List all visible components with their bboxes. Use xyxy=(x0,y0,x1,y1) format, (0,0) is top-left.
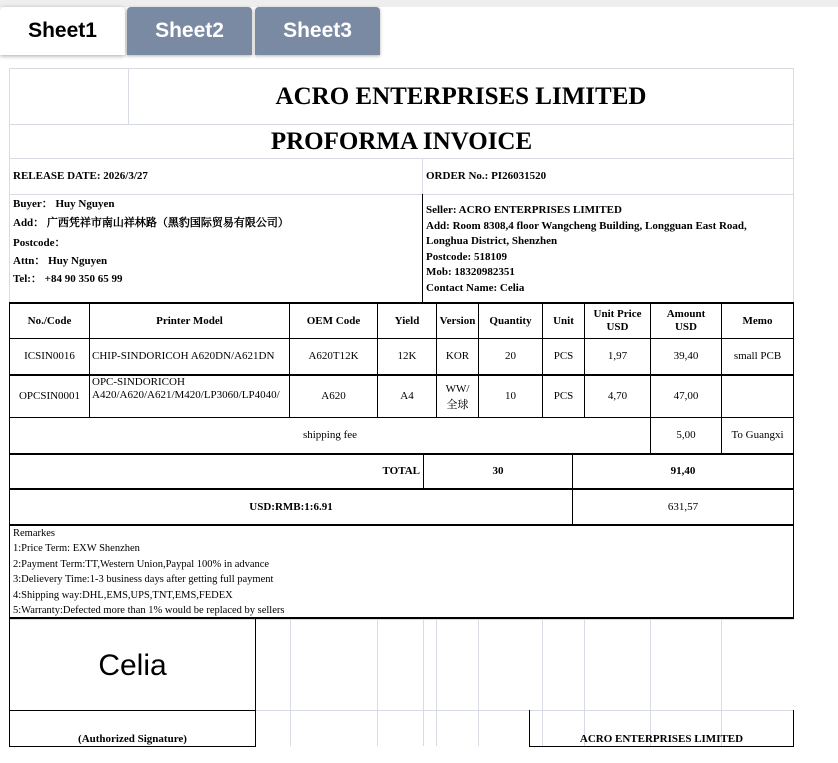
remarks-heading: Remarkes xyxy=(13,528,55,539)
row2-memo[interactable] xyxy=(722,376,793,417)
row2-version-line2: 全球 xyxy=(446,398,469,411)
row1-unit-price[interactable]: 1,97 xyxy=(607,350,628,362)
seller-contact: Contact Name: Celia xyxy=(426,281,525,294)
total-quantity[interactable]: 30 xyxy=(492,465,504,477)
row1-unit[interactable]: PCS xyxy=(553,350,574,362)
row2-unit-price[interactable]: 4,70 xyxy=(607,390,628,402)
row2-version-line1: WW/ xyxy=(445,382,470,395)
buyer-name: Buyer： Huy Nguyen xyxy=(13,198,115,210)
row2-printer-model-line2: A420/A620/A621/M420/LP3060/LP4040/ xyxy=(92,389,280,401)
row2-version[interactable] xyxy=(437,376,478,417)
header-quantity: Quantity xyxy=(489,314,532,327)
tab-sheet3[interactable]: Sheet3 xyxy=(255,7,380,55)
document-title: PROFORMA INVOICE xyxy=(270,128,533,155)
header-amount xyxy=(651,304,721,338)
header-amount-line1: Amount xyxy=(666,308,706,320)
header-unit-price xyxy=(585,304,650,338)
row2-printer-model-line1: OPC-SINDORICOH xyxy=(92,376,185,388)
company-title: ACRO ENTERPRISES LIMITED xyxy=(275,83,647,110)
signature: Celia xyxy=(98,648,167,682)
remark-payment-term: 2:Payment Term:TT,Western Union,Paypal 100% in advance xyxy=(13,558,270,570)
header-unit-price-line1: Unit Price xyxy=(593,308,642,320)
tab-sheet2[interactable]: Sheet2 xyxy=(127,7,252,55)
header-unit: Unit xyxy=(553,314,574,327)
row1-amount[interactable]: 39,40 xyxy=(673,350,699,362)
row1-yield[interactable]: 12K xyxy=(397,350,417,362)
remarks-block[interactable] xyxy=(13,526,284,618)
header-version: Version xyxy=(439,314,476,327)
signature-caption: (Authorized Signature) xyxy=(78,732,187,745)
remark-price-term: 1:Price Term: EXW Shenzhen xyxy=(13,543,140,555)
footer-company: ACRO ENTERPRISES LIMITED xyxy=(579,732,744,745)
row2-yield[interactable]: A4 xyxy=(400,390,414,402)
seller-address: Add: Room 8308,4 floor Wangcheng Building, Longguan East Road, xyxy=(426,219,747,232)
header-yield: Yield xyxy=(394,314,420,327)
order-number: ORDER No.: PI26031520 xyxy=(426,170,547,182)
row1-quantity[interactable]: 20 xyxy=(505,350,516,362)
row1-memo[interactable]: small PCB xyxy=(733,350,782,362)
exchange-rate-label[interactable]: USD:RMB:1:6.91 xyxy=(249,500,333,513)
total-amount[interactable]: 91,40 xyxy=(670,465,696,477)
buyer-info xyxy=(13,197,418,288)
seller-name: Seller: ACRO ENTERPRISES LIMITED xyxy=(426,204,622,216)
header-printer-model: Printer Model xyxy=(156,314,223,327)
row1-code[interactable]: ICSIN0016 xyxy=(24,350,75,362)
row2-amount[interactable]: 47,00 xyxy=(673,390,699,402)
remark-shipping-way: 4:Shipping way:DHL,EMS,UPS,TNT,EMS,FEDEX xyxy=(13,589,233,601)
buyer-address: Add： 广西凭祥市南山祥林路（黑豹国际贸易有限公司） xyxy=(13,216,289,229)
header-no-code: No./Code xyxy=(27,314,72,327)
header-amount-line2: USD xyxy=(674,321,697,333)
header-unit-price-line2: USD xyxy=(606,321,629,333)
row2-unit[interactable]: PCS xyxy=(553,390,574,402)
release-date: RELEASE DATE: 2026/3/27 xyxy=(13,170,148,182)
total-label-text: TOTAL xyxy=(382,465,420,477)
seller-postcode: Postcode: 518109 xyxy=(426,250,507,263)
row1-version[interactable]: KOR xyxy=(445,350,470,362)
seller-address-2: Longhua District, Shenzhen xyxy=(426,235,558,247)
row1-oem-code[interactable]: A620T12K xyxy=(308,350,359,362)
total-label[interactable] xyxy=(10,455,422,488)
header-oem-code: OEM Code xyxy=(306,314,361,327)
row2-oem-code[interactable]: A620 xyxy=(321,390,346,402)
shipping-fee-amount[interactable]: 5,00 xyxy=(676,429,696,441)
tab-sheet1[interactable]: Sheet1 xyxy=(0,7,125,55)
row2-printer-model[interactable] xyxy=(92,376,289,417)
row1-printer-model[interactable]: CHIP-SINDORICOH A620DN/A621DN xyxy=(92,350,275,362)
header-memo: Memo xyxy=(742,314,773,327)
row2-quantity[interactable]: 10 xyxy=(505,390,516,402)
remark-warranty: 5:Warranty:Defected more than 1% would be replaced by sellers xyxy=(13,605,285,617)
exchange-rate-amount[interactable]: 631,57 xyxy=(667,500,699,513)
buyer-postcode: Postcode： xyxy=(13,236,66,249)
seller-mobile: Mob: 18320982351 xyxy=(426,266,515,278)
remark-delivery-time: 3:Delievery Time:1-3 business days after getting full payment xyxy=(13,574,274,586)
shipping-fee-memo[interactable]: To Guangxi xyxy=(731,429,784,441)
row2-code[interactable]: OPCSIN0001 xyxy=(18,390,81,402)
seller-info xyxy=(426,203,791,296)
shipping-fee-label[interactable]: shipping fee xyxy=(302,429,358,441)
buyer-tel: Tel:： +84 90 350 65 99 xyxy=(13,272,123,285)
buyer-attn: Attn： Huy Nguyen xyxy=(13,254,108,267)
